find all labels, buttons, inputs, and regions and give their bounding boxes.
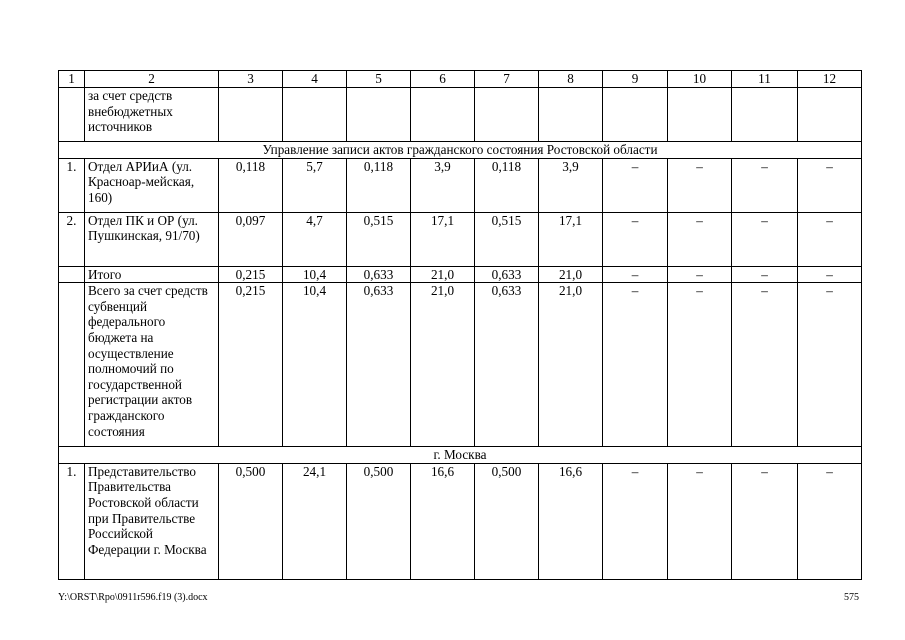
table-cell: 21,0 [411,283,475,447]
column-header: 7 [475,71,539,88]
table-cell: – [798,463,862,579]
table-cell [411,88,475,142]
column-header: 10 [668,71,732,88]
row-number [59,88,85,142]
table-cell: 0,500 [475,463,539,579]
table-cell: 0,097 [219,212,283,266]
table-cell [283,88,347,142]
column-header: 1 [59,71,85,88]
table-cell [732,88,798,142]
table-cell: 3,9 [411,158,475,212]
column-header: 6 [411,71,475,88]
column-header: 11 [732,71,798,88]
table-cell: 0,118 [219,158,283,212]
row-number [59,283,85,447]
table-cell: – [668,158,732,212]
table-cell: 0,118 [347,158,411,212]
page-number: 575 [844,592,859,603]
row-number: 2. [59,212,85,266]
table-cell: 0,215 [219,283,283,447]
row-name: Всего за счет средств субвенций федерального бюджета на осуществление полномочий по государственной регистрации актов гражданского состояния [85,283,219,447]
table-cell: 0,633 [475,283,539,447]
column-header: 8 [539,71,603,88]
table-cell: – [668,283,732,447]
table-cell: – [732,212,798,266]
column-header: 12 [798,71,862,88]
table-cell [603,88,668,142]
table-cell [668,88,732,142]
table-cell: 4,7 [283,212,347,266]
table-row [59,463,862,579]
table-cell [798,88,862,142]
header-row [59,71,862,88]
table-cell: 10,4 [283,283,347,447]
table-cell: 16,6 [539,463,603,579]
table-cell: – [798,283,862,447]
table-cell: – [603,283,668,447]
table-cell: 0,633 [347,283,411,447]
table-cell: – [732,283,798,447]
table-cell: 10,4 [283,266,347,283]
column-header: 9 [603,71,668,88]
table-cell: 21,0 [411,266,475,283]
table-cell [539,88,603,142]
table-row [59,266,862,283]
row-name: Отдел ПК и ОР (ул. Пушкинская, 91/70) [85,212,219,266]
table-cell: 17,1 [539,212,603,266]
table-cell: – [798,266,862,283]
row-name: Отдел АРИиА (ул. Красноар-мейская, 160) [85,158,219,212]
data-table [58,70,862,580]
row-number: 1. [59,463,85,579]
table-cell: – [603,266,668,283]
table-cell: – [732,158,798,212]
table-cell: 0,118 [475,158,539,212]
table-cell: 16,6 [411,463,475,579]
table-cell [347,88,411,142]
table-cell: 0,515 [475,212,539,266]
table-cell: 0,515 [347,212,411,266]
table-cell: 5,7 [283,158,347,212]
table-cell [475,88,539,142]
column-header: 5 [347,71,411,88]
table-cell: 21,0 [539,283,603,447]
table-cell: – [732,463,798,579]
row-number [59,266,85,283]
row-name: Представительство Правительства Ростовской области при Правительстве Российской Федерации г. Москва [85,463,219,579]
table-cell: – [668,212,732,266]
row-name: Итого [85,266,219,283]
table-cell: 24,1 [283,463,347,579]
row-name: за счет средств внебюджетных источников [85,88,219,142]
table-cell: – [668,266,732,283]
table-cell: 17,1 [411,212,475,266]
table-row [59,88,862,142]
table-cell: 21,0 [539,266,603,283]
column-header: 2 [85,71,219,88]
table-cell: 0,500 [219,463,283,579]
table-cell [219,88,283,142]
row-number: 1. [59,158,85,212]
table-cell: 0,633 [475,266,539,283]
table-row [59,158,862,212]
section-title: г. Москва [59,447,862,464]
section-title: Управление записи актов гражданского состояния Ростовской области [59,142,862,159]
table-cell: – [732,266,798,283]
section-row [59,447,862,464]
table-cell: 3,9 [539,158,603,212]
table-row [59,212,862,266]
table-cell: 0,500 [347,463,411,579]
table-cell: – [668,463,732,579]
section-row [59,142,862,159]
table-cell: – [603,463,668,579]
column-header: 3 [219,71,283,88]
table-cell: – [798,212,862,266]
table-cell: 0,633 [347,266,411,283]
table-cell: 0,215 [219,266,283,283]
file-path: Y:\ORST\Rpo\0911r596.f19 (3).docx [58,592,208,603]
table-cell: – [603,212,668,266]
column-header: 4 [283,71,347,88]
table-row [59,283,862,447]
table-cell: – [798,158,862,212]
table-cell: – [603,158,668,212]
